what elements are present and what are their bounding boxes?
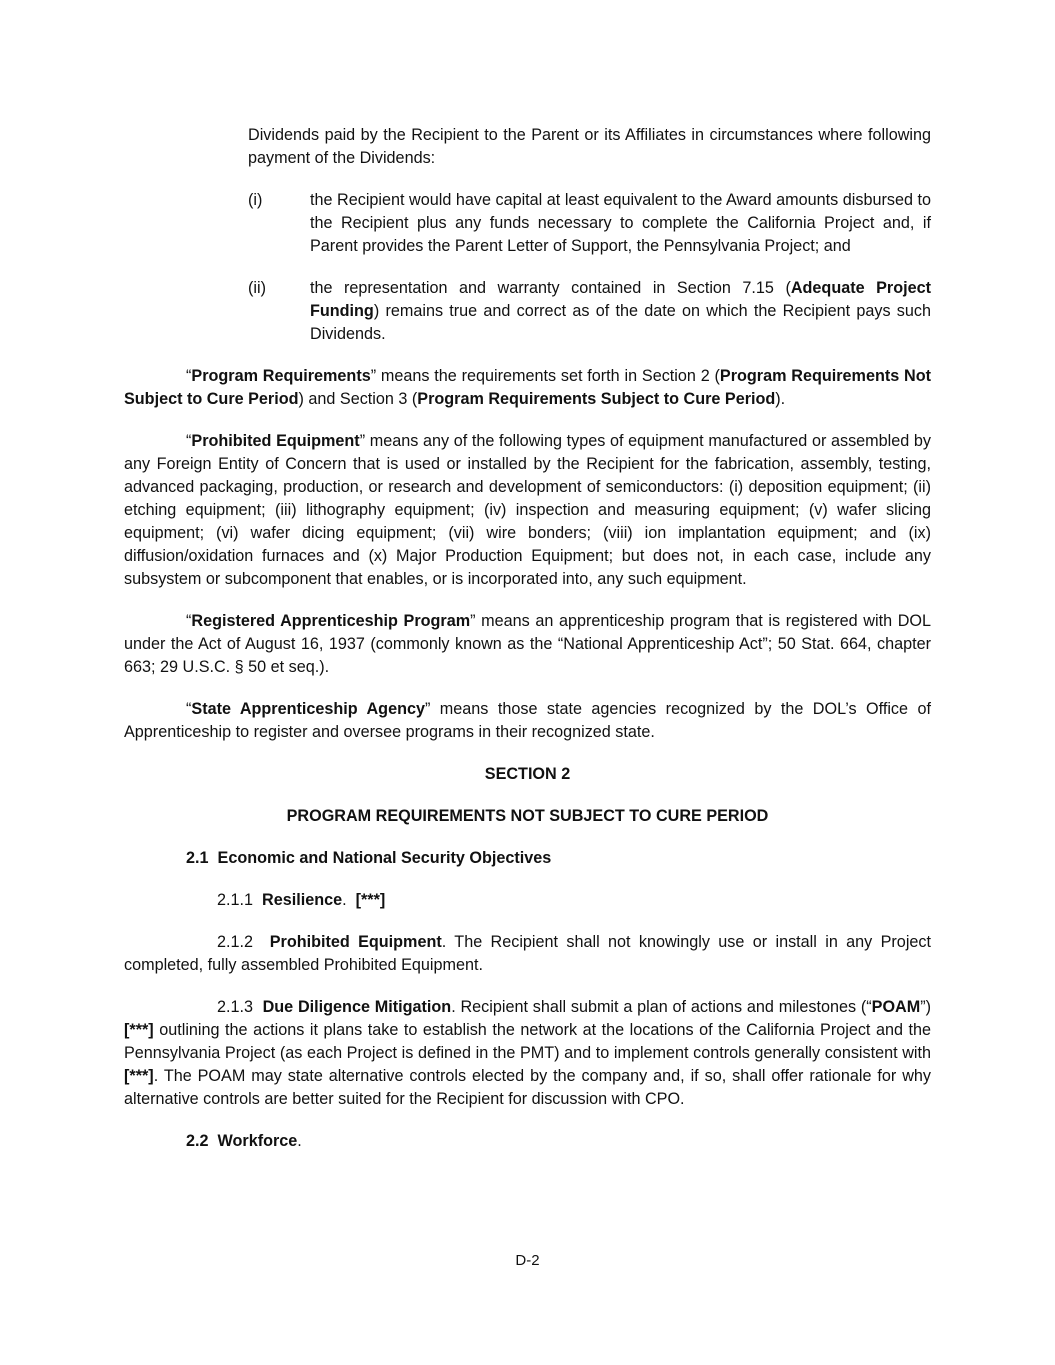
- list-text: [310, 277, 931, 346]
- text-run: . The Recipient shall not knowingly use or install in any Project completed, fully assembled Prohibited Equipment.: [124, 933, 932, 974]
- redaction-mark: [***]: [355, 891, 386, 909]
- text-run: . Recipient shall submit a plan of actions and milestones (“: [451, 998, 872, 1016]
- heading-number: 2.2: [186, 1132, 209, 1150]
- text-run: .: [297, 1132, 302, 1150]
- text-run: the representation and warranty contained in Section 7.15 (: [310, 279, 791, 297]
- defined-term: Program Requirements: [191, 367, 371, 385]
- text-run: ) and Section 3 (: [298, 390, 418, 408]
- page-number: D-2: [515, 1252, 540, 1269]
- defined-term: Registered Apprenticeship Program: [191, 612, 471, 630]
- heading-2-1-1: [124, 889, 931, 912]
- heading-title: Economic and National Security Objectives: [217, 849, 552, 867]
- list-item-ii: [248, 277, 931, 346]
- text-run: outlining the actions it plans take to establish the network at the locations of the California Project and the Pennsylvania Project (as each Project is defined in the PMT) and to implement controls generally consistent with: [124, 1021, 931, 1062]
- section-number: SECTION 2: [484, 765, 571, 783]
- heading-number: 2.1: [186, 849, 209, 867]
- section-title: PROGRAM REQUIREMENTS NOT SUBJECT TO CURE PERIOD: [286, 807, 769, 825]
- heading-number: 2.1.2: [217, 933, 254, 951]
- heading-number: 2.1.3: [217, 998, 254, 1016]
- definition-registered-apprenticeship: [124, 610, 931, 679]
- text-run: ”): [920, 998, 932, 1016]
- document-page: [124, 124, 931, 1153]
- open-quote: “: [186, 367, 192, 385]
- heading-title: Resilience: [262, 891, 343, 909]
- heading-title: Due Diligence Mitigation: [262, 998, 452, 1016]
- text-run: . The POAM may state alternative controls elected by the company and, if so, shall offer rationale for why alternative controls are better suited for the Recipient for discussion with CPO.: [124, 1067, 931, 1108]
- list-number: (ii): [248, 279, 266, 297]
- heading-2-1: [186, 847, 931, 870]
- bold-term: Program Requirements Not Subject to Cure Period: [124, 367, 932, 408]
- bold-term: Adequate Project Funding: [310, 279, 931, 320]
- text-run: ” means those state agencies recognized by the DOL’s Office of Apprenticeship to register and oversee programs in their recognized state.: [124, 700, 931, 741]
- intro-paragraph: Dividends paid by the Recipient to the Parent or its Affiliates in circumstances where following payment of the Dividends:: [248, 126, 931, 167]
- paragraph-2-1-3: [124, 996, 931, 1111]
- redaction-mark: [***]: [124, 1021, 154, 1039]
- redaction-mark: [***]: [124, 1067, 154, 1085]
- definition-prohibited-equipment: [124, 430, 931, 591]
- defined-term: Prohibited Equipment: [191, 432, 360, 450]
- bold-term: POAM: [871, 998, 921, 1016]
- heading-2-2: [186, 1130, 931, 1153]
- list-item-i: [248, 189, 931, 258]
- text-run: .: [342, 891, 347, 909]
- open-quote: “: [186, 612, 192, 630]
- open-quote: “: [186, 432, 192, 450]
- definition-program-requirements: [124, 365, 931, 411]
- text-run: ) remains true and correct as of the date on which the Recipient pays such Dividends.: [310, 302, 931, 343]
- bold-term: Program Requirements Subject to Cure Period: [417, 390, 776, 408]
- defined-term: State Apprenticeship Agency: [191, 700, 425, 718]
- text-run: ” means the requirements set forth in Section 2 (: [370, 367, 720, 385]
- paragraph-2-1-2: [124, 931, 931, 977]
- list-number: (i): [248, 191, 263, 209]
- definition-state-apprenticeship: [124, 698, 931, 744]
- text-run: ).: [775, 390, 786, 408]
- list-text: the Recipient would have capital at least equivalent to the Award amounts disbursed to the Recipient plus any funds necessary to complete the California Project and, if Parent provides the Parent Letter of Support, the Pennsylvania Project; and: [310, 191, 931, 255]
- heading-title: Workforce: [217, 1132, 298, 1150]
- open-quote: “: [186, 700, 192, 718]
- text-run: ” means an apprenticeship program that is registered with DOL under the Act of August 16, 1937 (commonly known as the “National Apprenticeship Act”; 50 Stat. 664, chapter 663; 29 U.S.C. § 50 et seq.).: [124, 612, 931, 676]
- heading-number: 2.1.1: [217, 891, 254, 909]
- heading-title: Prohibited Equipment: [269, 933, 442, 951]
- text-run: ” means any of the following types of equipment manufactured or assembled by any Foreign Entity of Concern that is used or installed by the Recipient for the fabrication, assembly, testing, advanced packaging, production, or research and development of semiconductors: (i) deposition equipment; (ii) etching equipment; (iii) lithography equipment; (iv) inspection and measuring equipment; (v) wafer slicing equipment; (vi) wafer dicing equipment; (vii) wire bonders; (viii) ion implantation equipment; and (ix) diffusion/oxidation furnaces and (x) Major Production Equipment; but does not, in each case, include any subsystem or subcomponent that enables, or is incorporated into, any such equipment.: [124, 432, 931, 588]
